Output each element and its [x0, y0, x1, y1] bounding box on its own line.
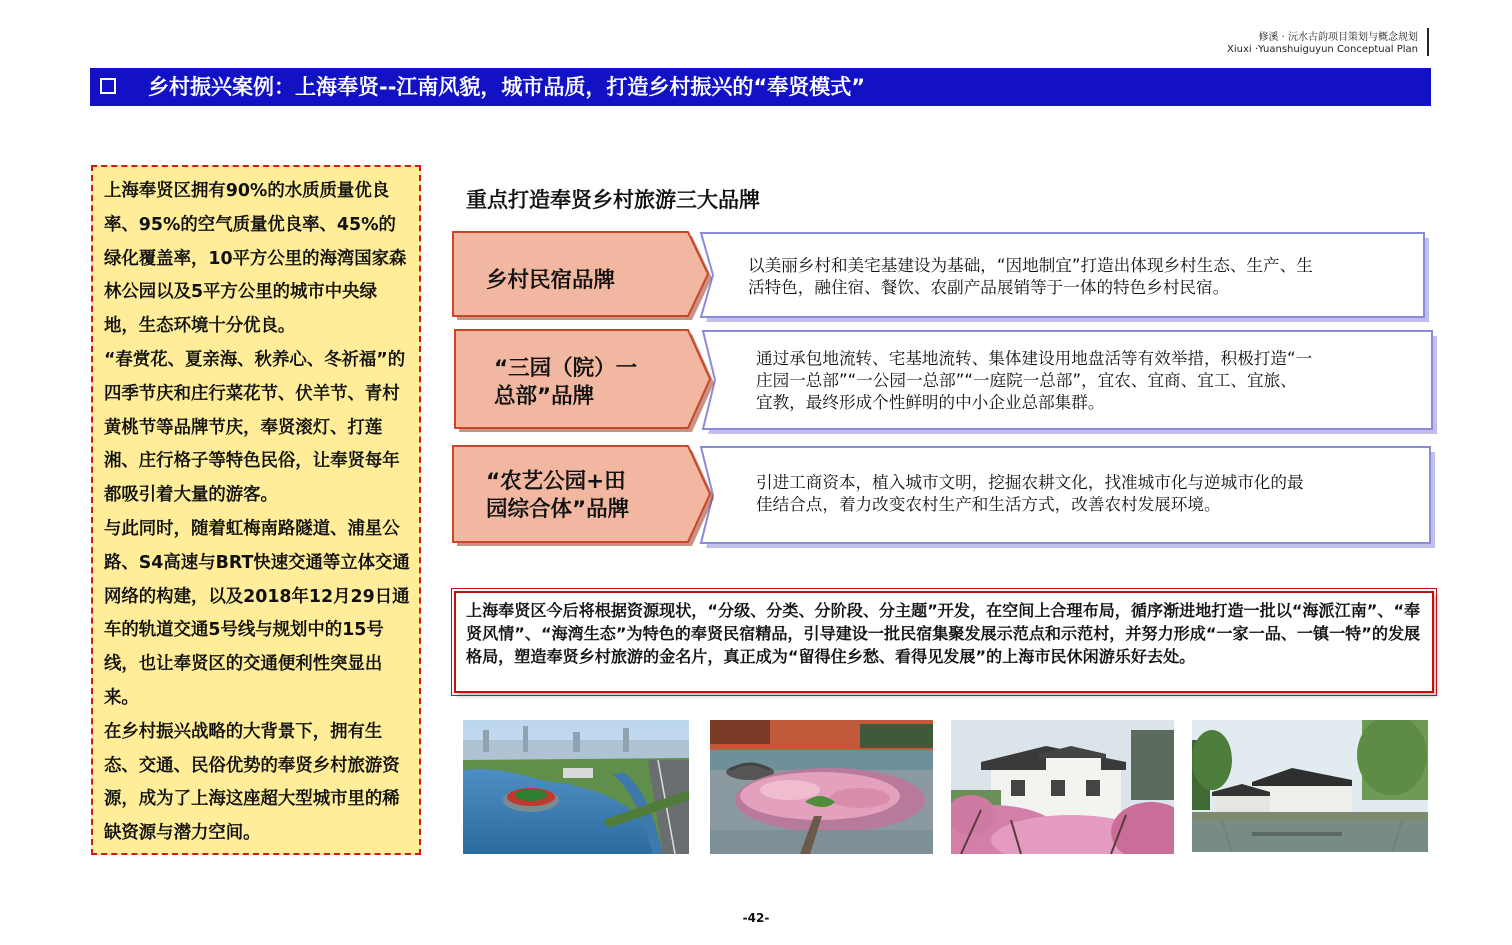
photo-canal-village — [1192, 720, 1428, 852]
brand-description: 通过承包地流转、宅基地流转、集体建设用地盘活等有效举措，积极打造“一 庄园一总部”“一公园一总部”“一庭院一总部”，宜农、宜商、宜工、宜旅、 宜教，最终形成个性鲜明的中小企业总部集群。 — [756, 349, 1313, 412]
summary-box: 上海奉贤区今后将根据资源现状，“分级、分类、分阶段、分主题”开发，在空间上合理布局，循序渐进地打造一批以“海派江南”、“奉贤风情”、“海湾生态”为特色的奉贤民宿精品，引导建设一批民宿集聚发展示范点和示范村，并努力形成“一家一品、一镇一特”的发展格局，塑造奉贤乡村旅游的金名片，真正成为“留得住乡愁、看得见发展”的上海市民休闲游乐好去处。 — [454, 591, 1434, 693]
square-bullet-icon — [100, 78, 116, 94]
brand-description: 引进工商资本，植入城市文明，挖掘农耕文化，找准城市化与逆城市化的最 佳结合点，着力改变农村生产和生活方式，改善农村发展环境。 — [756, 473, 1304, 514]
photo-canal-village-image — [1192, 720, 1428, 852]
brand-label: “三园（院）一 总部”品牌 — [494, 356, 638, 409]
photo-white-house-blossoms — [951, 720, 1174, 854]
photo-white-house-blossoms-image — [951, 720, 1174, 854]
header-project-title: 修溪 · 沅水古韵项目策划与概念规划 — [1258, 32, 1418, 43]
brand-row-agri-park — [450, 444, 1440, 550]
photo-waterfront-city — [463, 720, 689, 854]
left-paragraph: 与此同时，随着虹梅南路隧道、浦星公路、S4高速与BRT快速交通等立体交通网络的构建，以及2018年12月29日通车的轨道交通5号线与规划中的15号线，也让奉贤区的交通便利性突显出来。 — [104, 518, 410, 708]
header-divider — [1427, 28, 1429, 56]
brand-label: 乡村民宿品牌 — [486, 268, 616, 293]
left-paragraph: 在乡村振兴战略的大背景下，拥有生态、交通、民俗优势的奉贤乡村旅游资源，成为了上海这座超大型城市里的稀缺资源与潜力空间。 — [104, 721, 400, 844]
section-heading: 重点打造奉贤乡村旅游三大品牌 — [466, 188, 760, 212]
brand-row-homestay — [450, 230, 1440, 326]
photo-waterfront-city-image — [463, 720, 689, 854]
title-bar — [90, 68, 1431, 106]
photo-peach-blossom-island — [710, 720, 933, 854]
page-number: -42- — [742, 911, 770, 925]
page-title: 乡村振兴案例：上海奉贤--江南风貌，城市品质，打造乡村振兴的“奉贤模式” — [148, 75, 866, 99]
brand-description: 以美丽乡村和美宅基建设为基础，“因地制宜”打造出体现乡村生态、生产、生 活特色，融住宿、餐饮、农副产品展销等于一体的特色乡村民宿。 — [748, 256, 1313, 297]
photo-peach-blossom-island-image — [710, 720, 933, 854]
left-text-panel — [91, 165, 421, 855]
left-paragraph: “春赏花、夏亲海、秋养心、冬祈福”的四季节庆和庄行菜花节、伏羊节、青村黄桃节等品牌节庆，奉贤滚灯、打莲湘、庄行格子等特色民俗，让奉贤每年都吸引着大量的游客。 — [104, 349, 406, 506]
brand-label: “农艺公园+田 园综合体”品牌 — [486, 469, 630, 522]
left-paragraph: 上海奉贤区拥有90%的水质质量优良率、95%的空气质量优良率、45%的绿化覆盖率，10平方公里的海湾国家森林公园以及5平方公里的城市中央绿地，生态环境十分优良。 — [104, 181, 407, 337]
brand-row-headquarters — [452, 328, 1442, 436]
header-project-subtitle: Xiuxi ·Yuanshuiguyun Conceptual Plan — [1227, 44, 1418, 55]
